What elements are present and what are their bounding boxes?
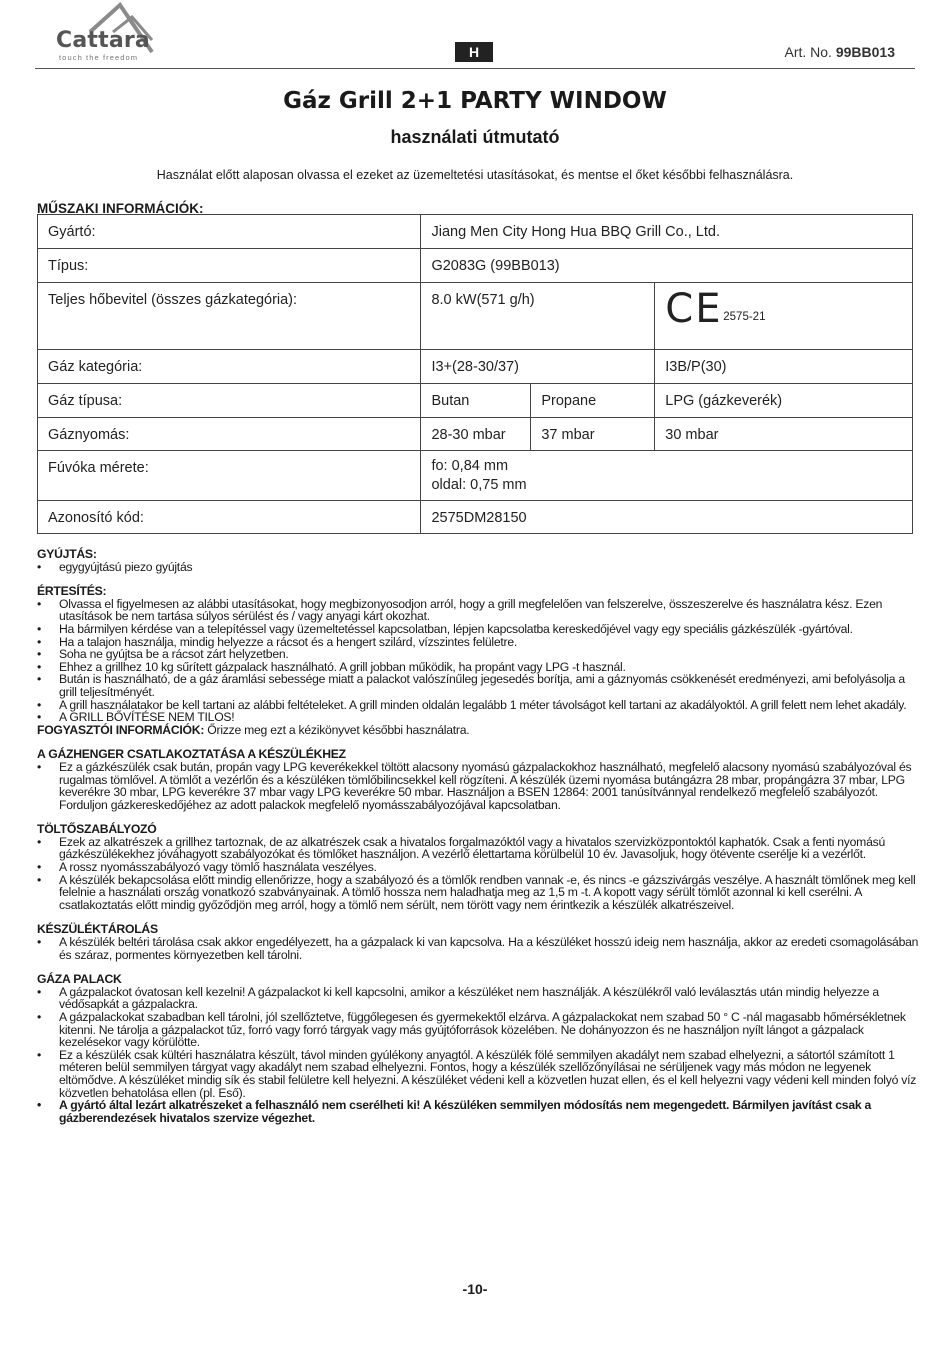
intro-text: Használat előtt alaposan olvassa el ezeket az üzemeltetési utasításokat, és mentse el őket későbbi felhasználásra. (156, 168, 794, 182)
list-item: • A gyártó által lezárt alkatrészeket a felhasználó nem cserélheti ki! A készüléken semmilyen módosítás nem megengedett. Bármilyen javítást csak a gázberendezések hivatalos szervize végezhet. (37, 1099, 919, 1124)
consumer-info-text: Őrizze meg ezt a kézikönyvet későbbi használatra. (204, 722, 470, 737)
page-number: -10- (462, 1281, 488, 1297)
cylinder-list (37, 986, 919, 1125)
list-item: • A készülék beltéri tárolása csak akkor engedélyezett, ha a gázpalack ki van kapcsolva. Ha a készüléket hosszú ideig nem használja, akkor az eredeti csomagolásában és száraz, pormentes környezetben kell tárolni. (37, 936, 919, 961)
list-item: • A készülék bekapcsolása előtt mindig ellenőrizze, hogy a szabályozó és a tömlők rendben vannak -e, és nincs -e gázszivárgás veszélye. A használt tömlőnek meg kell felelnie a használati ország vonatkozó szabványainak. A tömlő hossza nem haladhatja meg az 1,5 m -t. A kopott vagy sérült tömlőt azonnal ki kell cserélni. A csatlakoztatás előtt mindig győződjön meg arról, hogy a tömlő nem sérült, nem törött vagy nem érintkezik a készülék alkatrészeivel. (37, 874, 919, 912)
gas-type-2: Propane (531, 384, 655, 418)
table-row (38, 451, 913, 501)
type-value: G2083G (99BB013) (421, 249, 913, 283)
list-item: • egygyújtású piezo gyújtás (37, 561, 919, 574)
article-label: Art. No. (784, 44, 832, 60)
gas-type-3: LPG (gázkeverék) (655, 384, 913, 418)
tech-info-heading: MŰSZAKI INFORMÁCIÓK: (37, 201, 204, 216)
ignition-heading: GYÚJTÁS: (37, 547, 97, 561)
notice-heading: ÉRTESÍTÉS: (37, 584, 107, 599)
cylinder-heading: GÁZA PALACK (37, 972, 122, 987)
list-item: • A rossz nyomásszabályozó vagy tömlő használata veszélyes. (37, 861, 919, 874)
pressure-3: 30 mbar (655, 418, 913, 451)
logo-text: Cattara (56, 28, 150, 53)
id-code-value: 2575DM28150 (421, 501, 913, 534)
list-item: • Ha bármilyen kérdése van a telepítéssel vagy üzemeltetéssel kapcsolatban, lépjen kapcsolatba kereskedőjével vagy egy speciális gázkészülék -gyártóval. (37, 623, 919, 636)
storage-list (37, 936, 919, 961)
list-item: • Soha ne gyújtsa be a rácsot zárt helyzetben. (37, 648, 919, 661)
page-title: Gáz Grill 2+1 PARTY WINDOW (283, 88, 667, 114)
table-row (38, 501, 913, 534)
list-item: • A gázpalackokat szabadban kell tárolni, jól szellőztetve, függőlegesen és gyermekektől elzárva. A gázpalackokat nem szabad 50 ° C -nál magasabb hőmérsékletnek kitenni. Ne tárolja a gázpalackot tűz, forró vagy forró tárgyak vagy más gyújtóforrások közelében. Ne dohányozzon és ne használjon nyílt lángot a gázpalack kezelésekor vagy körülötte. (37, 1011, 919, 1049)
nozzle-main: fo: 0,84 mm (431, 458, 509, 474)
table-row (38, 283, 913, 350)
manufacturer-value: Jiang Men City Hong Hua BBQ Grill Co., Ltd. (421, 215, 913, 249)
list-item: • Ehhez a grillhez 10 kg sűrített gázpalack használható. A grill jobban működik, ha propánt vagy LPG -t használ. (37, 661, 919, 674)
heat-input-value: 8.0 kW(571 g/h) (421, 283, 655, 350)
ce-mark-icon: CE (665, 286, 723, 332)
connection-list (37, 761, 919, 811)
charging-list (37, 836, 919, 912)
page-header (0, 0, 950, 70)
page-subtitle: használati útmutató (390, 127, 560, 147)
charging-heading: TÖLTŐSZABÁLYOZÓ (37, 822, 157, 837)
list-item: • Ez a gázkészülék csak bután, propán vagy LPG keverékekkel töltött alacsony nyomású gázpalackokhoz használható, megfelelő alacsony nyomású szabályozóval és rugalmas tömlővel. A tömlőt a vezérlőn és a készüléken tömlőbilincsekkel kell rögzíteni. A készülék üzemi nyomása butángázra 28 mbar, propángázra 37 mbar, LPG keverékre 30 mbar, LPG keverékre 37 mbar vagy LPG keverékre 50 mbar. Használjon a BSEN 12864: 2001 tanúsítvánnyal rendelkező megfelelő szabályozót. Forduljon gázkereskedőjéhez az adott palackok megfelelő nyomásszabályozójával kapcsolatban. (37, 761, 919, 811)
gas-category-1: I3+(28-30/37) (421, 350, 655, 384)
gas-type-1: Butan (421, 384, 531, 418)
consumer-info-label: FOGYASZTÓI INFORMÁCIÓK: (37, 722, 205, 737)
gas-category-label: Gáz kategória: (38, 350, 421, 384)
list-item: • A grill használatakor be kell tartani az alábbi feltételeket. A grill minden oldalán legalább 1 méter távolságot kell tartani az akadályoktól. A grill felett nem lehet akadály. (37, 699, 919, 712)
heat-input-label: Teljes hőbevitel (összes gázkategória): (38, 283, 421, 350)
gas-type-label: Gáz típusa: (38, 384, 421, 418)
nozzle-side: oldal: 0,75 mm (431, 477, 527, 493)
manufacturer-label: Gyártó: (38, 215, 421, 249)
ignition-list (37, 561, 919, 574)
spec-table (37, 214, 913, 534)
table-row (38, 384, 913, 418)
header-divider (35, 68, 915, 69)
table-row (38, 215, 913, 249)
article-number (784, 44, 895, 60)
list-item: • A GRILL BŐVÍTÉSE NEM TILOS! (37, 711, 919, 724)
pressure-1: 28-30 mbar (421, 418, 531, 451)
instructions-body (37, 548, 919, 1124)
article-code: 99BB013 (835, 44, 895, 60)
list-item: • Ezek az alkatrészek a grillhez tartoznak, de az alkatrészek csak a hivatalos forgalmazóktól vagy a hivatalos szervizközpontoktól kaphatók. Csak a fenti nyomású gázkészülékekhez jóváhagyott szabályozókat és tömlőket használjon. A vezérlő élettartama körülbelül 10 év. Javasoljuk, hogy ötévente cserélje ki a vezérlőt. (37, 836, 919, 861)
ce-cell (655, 283, 913, 350)
table-row (38, 350, 913, 384)
ce-code: 2575-21 (723, 311, 766, 323)
list-item: • Ez a készülék csak kültéri használatra készült, távol minden gyúlékony anyagtól. A készülék fölé semmilyen akadályt nem szabad elhelyezni, a sátortól számított 1 méteren belül semmilyen tárgyat vagy akadályt nem szabad elhelyezni. Fontos, hogy a készülék szellőzőnyílásai ne sérüljenek vagy más módon ne legyenek eltömődve. A készüléket mindig sík és stabil felületre kell helyezni. A készüléket védeni kell a közvetlen huzat ellen, és el kell helyezni vagy védeni kell minden folyó víz közvetlen behatolása ellen (pl. Eső). (37, 1049, 919, 1099)
consumer-info (37, 724, 919, 737)
type-label: Típus: (38, 249, 421, 283)
language-badge: H (455, 42, 493, 62)
table-row (38, 249, 913, 283)
table-row (38, 418, 913, 451)
pressure-label: Gáznyomás: (38, 418, 421, 451)
cattara-logo (50, 2, 160, 64)
list-item: • Olvassa el figyelmesen az alábbi utasításokat, hogy megbizonyosodjon arról, hogy a grill megfelelően van felszerelve, összeszerelve és használatra kész. Ezen utasítások be nem tartása súlyos sérülést és / vagy anyagi kárt okozhat. (37, 598, 919, 623)
list-item: • Ha a talajon használja, mindig helyezze a rácsot és a hengert szilárd, vízszintes felületre. (37, 636, 919, 649)
logo-tagline: touch the freedom (59, 53, 139, 62)
nozzle-label: Fúvóka mérete: (38, 451, 421, 501)
notice-list (37, 598, 919, 724)
connection-heading: A GÁZHENGER CSATLAKOZTATÁSA A KÉSZÜLÉKHEZ (37, 747, 346, 762)
gas-category-2: I3B/P(30) (655, 350, 913, 384)
list-item: • A gázpalackot óvatosan kell kezelni! A gázpalackot ki kell kapcsolni, amikor a készüléket nem használják. A készülékről való leválasztás után mindig helyezze a védősapkát a gázpalackra. (37, 986, 919, 1011)
storage-heading: KÉSZÜLÉKTÁROLÁS (37, 922, 158, 937)
nozzle-values (421, 451, 913, 501)
list-item: • Bután is használható, de a gáz áramlási sebessége miatt a palackot valószínűleg jegesedés borítja, ami a gáznyomás csökkenését eredményezi, ami befolyásolja a grill teljesítményét. (37, 673, 919, 698)
id-code-label: Azonosító kód: (38, 501, 421, 534)
pressure-2: 37 mbar (531, 418, 655, 451)
